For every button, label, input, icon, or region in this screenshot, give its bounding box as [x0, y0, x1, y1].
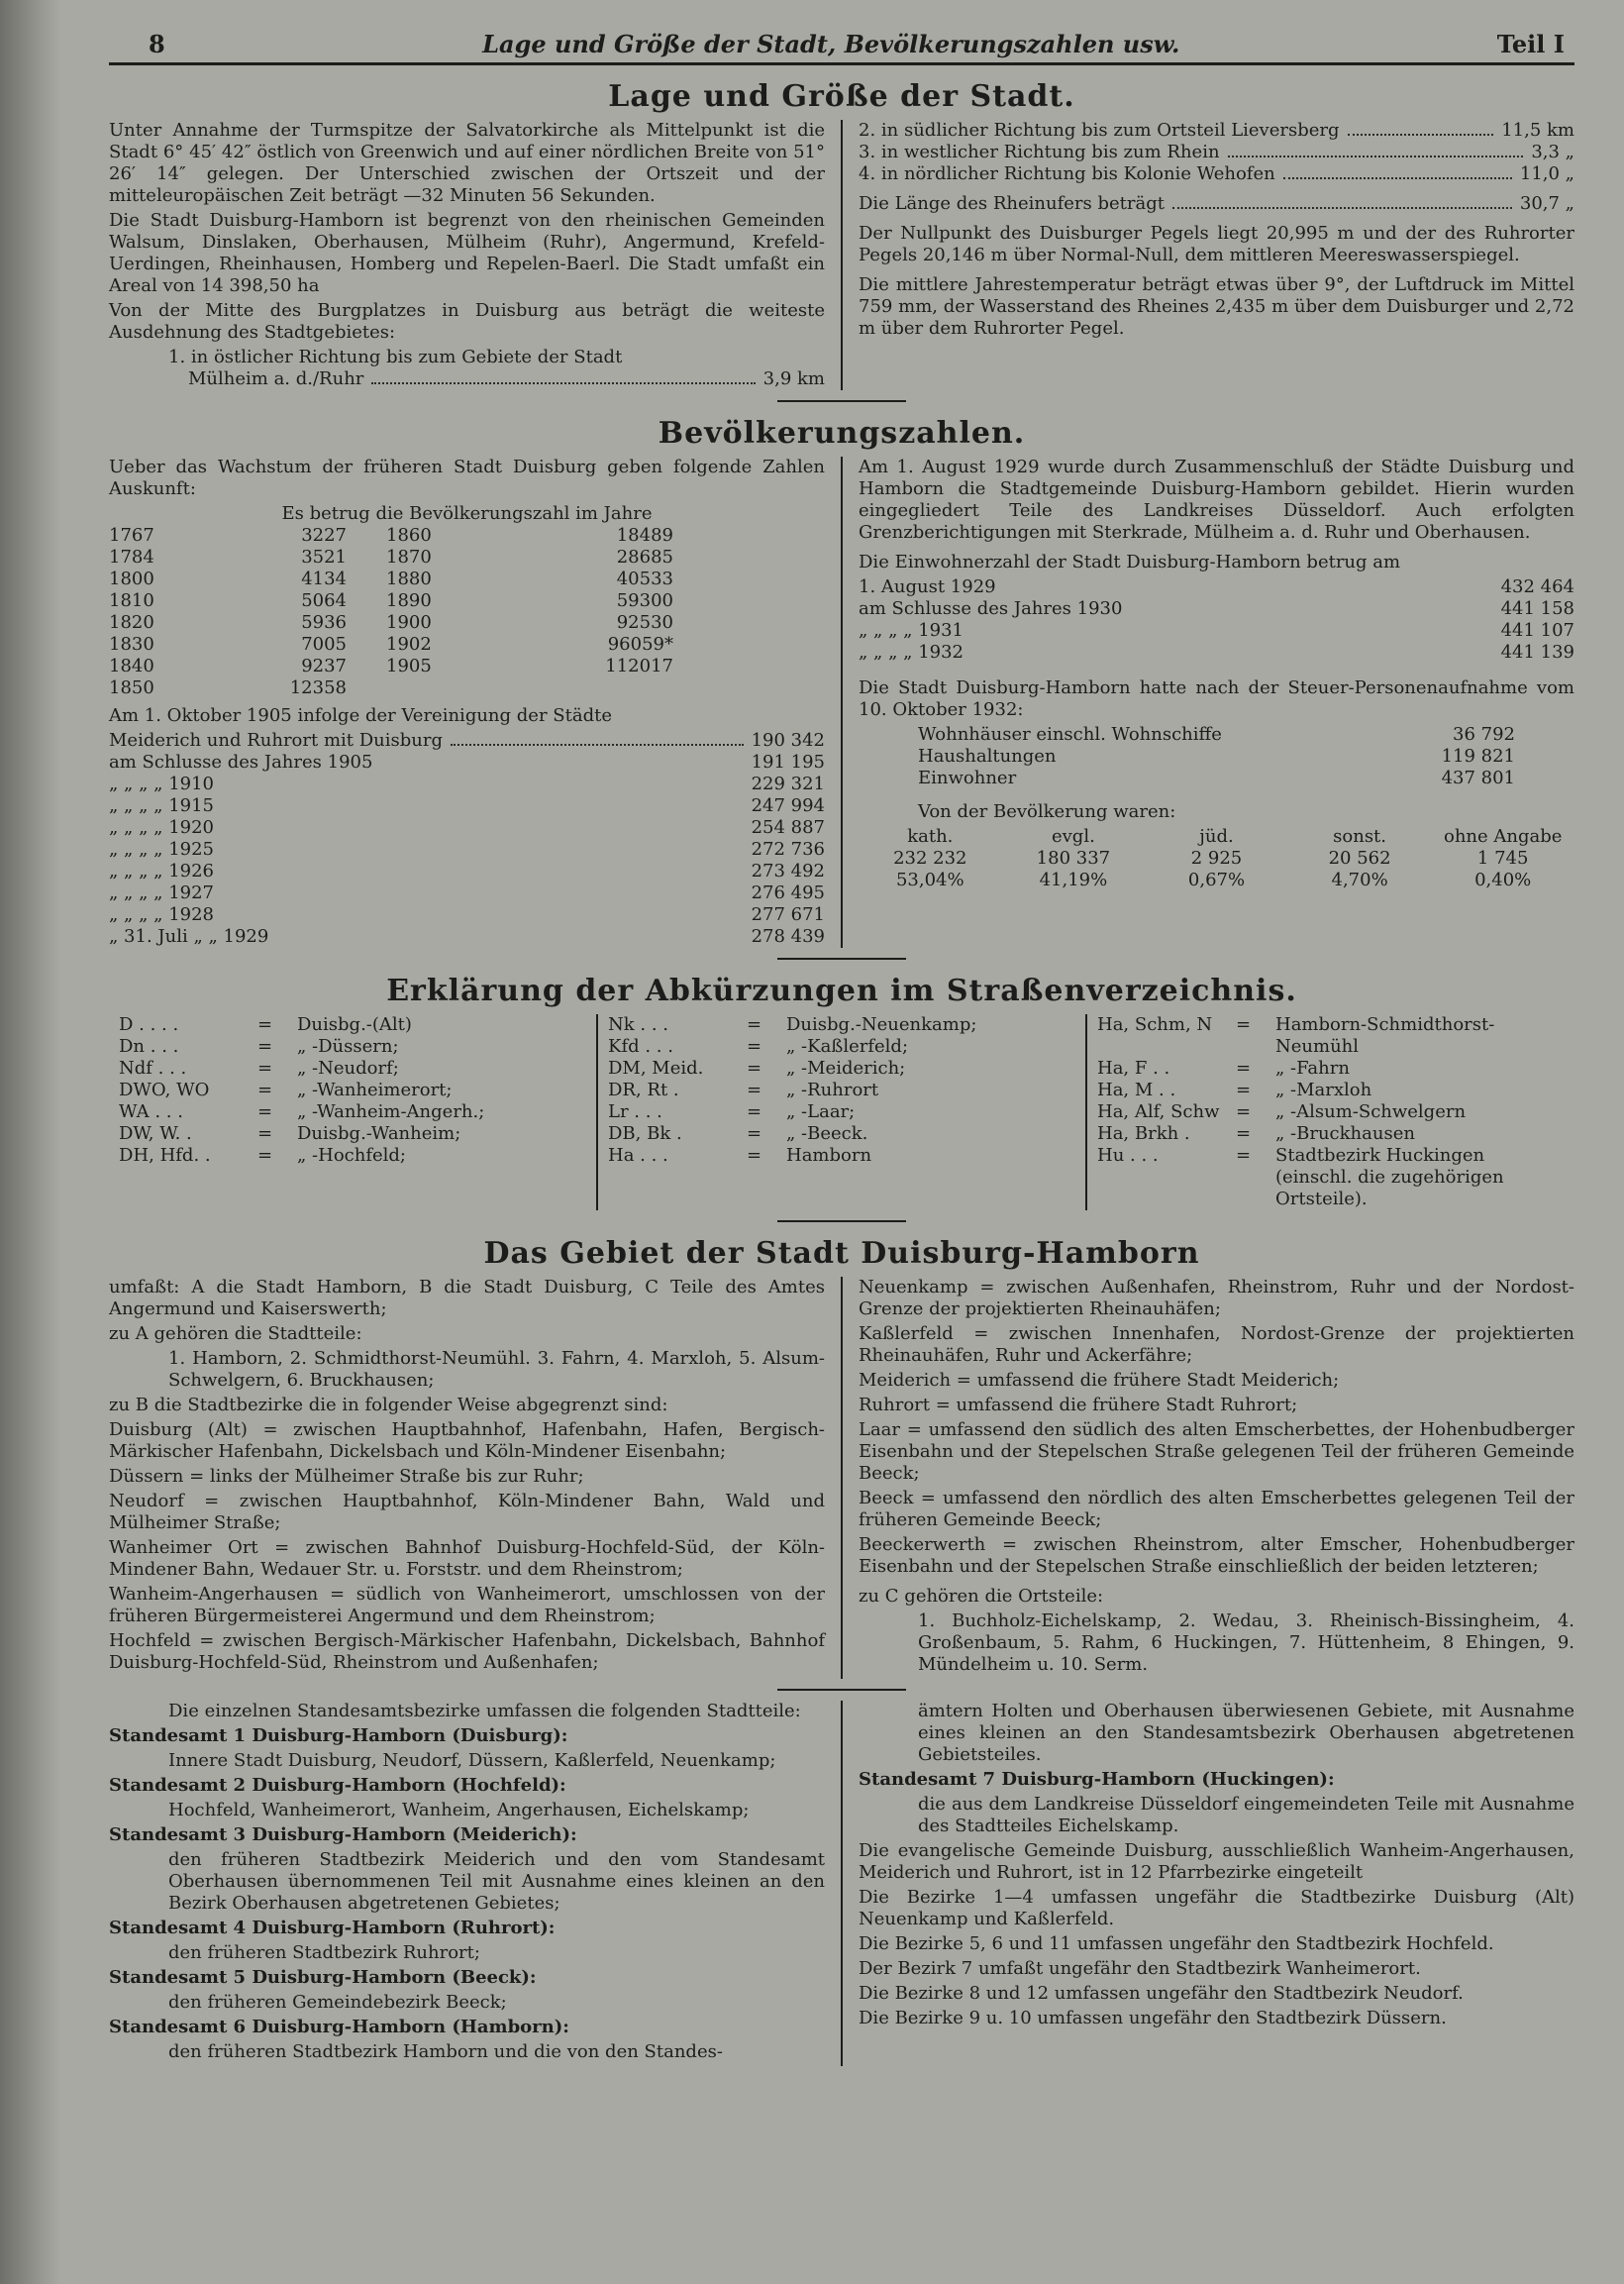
abbr-row	[119, 1080, 586, 1101]
gebiet-l3: 1. Hamborn, 2. Schmidthorst-Neumühl. 3. Fahrn, 4. Marxloh, 5. Alsum-Schwelgern, 6. Bruckhausen;	[168, 1348, 825, 1391]
abbr-meaning: „ -Fahrn	[1275, 1058, 1350, 1079]
population-table	[109, 525, 825, 699]
abbr-meaning: Duisbg.-Neuenkamp;	[786, 1014, 977, 1035]
row-value: 277 671	[751, 904, 825, 925]
abbr-key: Ha, Schm, N	[1097, 1014, 1213, 1035]
bev-1905-row	[109, 730, 825, 752]
gebiet-l7: Neudorf = zwischen Hauptbahnhof, Köln-Mindener Bahn, Wald und Mülheimer Straße;	[109, 1491, 825, 1533]
abbr-row	[608, 1101, 1075, 1123]
standes-5: Standesamt 5 Duisburg-Hamborn (Beeck):	[109, 1967, 537, 1988]
lage-d3: 3. in westlicher Richtung bis zum Rhein	[859, 142, 1220, 162]
abbr-row	[608, 1080, 1075, 1101]
population-cell	[515, 677, 713, 699]
year-cell: 1784	[109, 547, 154, 568]
row-value: 441 107	[1500, 620, 1574, 641]
gebiet-l4: zu B die Stadtbezirke die in folgender Weise abgegrenzt sind:	[109, 1395, 668, 1415]
standes-1-text: Innere Stadt Duisburg, Neudorf, Düssern, Kaßlerfeld, Neuenkamp;	[168, 1750, 776, 1771]
row-value: 441 158	[1500, 598, 1574, 619]
table-row	[109, 926, 825, 948]
year-cell: 1830	[109, 634, 154, 655]
gebiet-r6: Beeck = umfassend den nördlich des alten Emscherbettes gelegenen Teil der früheren Gemeinde Beeck;	[859, 1488, 1574, 1530]
lage-p3: Von der Mitte des Burgplatzes in Duisburg aus beträgt die weiteste Ausdehnung des Stadtgebietes:	[109, 300, 825, 343]
table-row	[918, 746, 1515, 768]
page-number: 8	[149, 30, 165, 58]
steuer-table	[859, 724, 1574, 789]
bev-1905a: Am 1. Oktober 1905 infolge der Vereinigung der Städte	[109, 705, 612, 726]
bev-1905v: 190 342	[751, 730, 825, 751]
table-row	[109, 839, 825, 861]
abbr-eq: =	[1236, 1123, 1252, 1144]
standes-6: Standesamt 6 Duisburg-Hamborn (Hamborn):	[109, 2017, 569, 2037]
abbr-meaning: „ -Marxloh	[1275, 1080, 1372, 1100]
abbr-eq: =	[257, 1123, 273, 1144]
standes-r2: Die evangelische Gemeinde Duisburg, ausschließlich Wanheim-Angerhausen, Meiderich und Ruhrort, ist in 12 Pfarrbezirke eingeteilt	[859, 1840, 1574, 1883]
abbr-meaning: „ -Hochfeld;	[297, 1145, 406, 1166]
standes-r7: Die Bezirke 9 u. 10 umfassen ungefähr den Stadtbezirk Düssern.	[859, 2008, 1447, 2028]
abbr-key: Kfd . . .	[608, 1036, 673, 1057]
lage-p4: Der Nullpunkt des Duisburger Pegels liegt 20,995 m und der des Ruhrorter Pegels 20,146 m über Normal-Null, dem mittleren Meereswasserspiegel.	[859, 223, 1574, 265]
abbr-row	[119, 1101, 586, 1123]
abbr-key: WA . . .	[119, 1101, 183, 1122]
divider	[777, 400, 906, 402]
standes-r5: Der Bezirk 7 umfaßt ungefähr den Stadtbezirk Wanheimerort.	[859, 1958, 1421, 1979]
standes-section	[109, 1701, 1574, 2066]
lage-p2: Die Stadt Duisburg-Hamborn ist begrenzt von den rheinischen Gemeinden Walsum, Dinslaken, Oberhausen, Mülheim (Ruhr), Angermund, Krefeld-Uerdingen, Rheinhausen, Homberg und Repelen-Baerl. Die Stadt umfaßt ein Areal von 14 398,50 ha	[109, 210, 825, 296]
year-cell	[386, 677, 515, 699]
abbr-eq: =	[257, 1101, 273, 1122]
standes-r6: Die Bezirke 8 und 12 umfassen ungefähr den Stadtbezirk Neudorf.	[859, 1983, 1464, 2004]
religion-percent	[859, 870, 1574, 891]
table-row	[918, 724, 1515, 746]
gebiet-l5: Duisburg (Alt) = zwischen Hauptbahnhof, Hafenbahn, Hafen, Bergisch-Märkischer Hafenbahn, Dickelsbach und Köln-Mindener Eisenbahn;	[109, 1419, 825, 1462]
row-label: 1. August 1929	[859, 576, 996, 597]
year-cell: 1890	[386, 590, 432, 611]
row-label: „ „ „ „ 1928	[109, 904, 214, 925]
gebiet-r7: Beeckerwerth = zwischen Rheinstrom, alter Emscher, Hohenbudberger Eisenbahn und der Stepelschen Straße einschließlich der beiden letzteren;	[859, 1534, 1574, 1577]
lage-d1v: 3,9 km	[762, 368, 825, 389]
religion-cell: evgl.	[1051, 826, 1095, 847]
abbr-eq: =	[1236, 1014, 1252, 1035]
gebiet-r3: Meiderich = umfassend die frühere Stadt Meiderich;	[859, 1370, 1340, 1391]
standes-6-text: den früheren Stadtbezirk Hamborn und die von den Standes-	[168, 2041, 723, 2062]
lage-heading: Lage und Größe der Stadt.	[608, 79, 1075, 114]
population-cell: 92530	[616, 612, 673, 633]
abbr-row	[608, 1014, 1075, 1036]
standes-3: Standesamt 3 Duisburg-Hamborn (Meiderich):	[109, 1824, 577, 1845]
row-value: 36 792	[1453, 724, 1515, 745]
abbr-eq: =	[257, 1058, 273, 1079]
abbr-eq: =	[1236, 1080, 1252, 1100]
population-cell: 18489	[616, 525, 673, 546]
table-row	[109, 774, 825, 795]
abbr-row	[119, 1036, 586, 1058]
bev-1905b: Meiderich und Ruhrort mit Duisburg	[109, 730, 443, 751]
abbr-row	[119, 1145, 586, 1167]
gebiet-l10: Hochfeld = zwischen Bergisch-Märkischer Hafenbahn, Dickelsbach, Bahnhof Duisburg-Hochfeld-Süd, Rheinstrom und Außenhafen;	[109, 1630, 825, 1673]
lage-row-d1	[109, 368, 825, 390]
religion-head	[859, 826, 1574, 848]
row-value: 276 495	[751, 882, 825, 903]
abbr-eq: =	[747, 1101, 762, 1122]
standes-r4: Die Bezirke 5, 6 und 11 umfassen ungefähr den Stadtbezirk Hochfeld.	[859, 1933, 1494, 1954]
abbr-eq: =	[1236, 1145, 1252, 1166]
year-cell: 1900	[386, 612, 432, 633]
row-label: „ „ „ „ 1932	[859, 642, 964, 663]
religion-cell: 53,04%	[895, 870, 964, 890]
year-cell: 1820	[109, 612, 154, 633]
running-header	[109, 30, 1574, 65]
abbr-col-2	[596, 1014, 1085, 1210]
abbr-row	[608, 1145, 1075, 1167]
gebiet-l9: Wanheim-Angerhausen = südlich von Wanheimerort, umschlossen von der früheren Bürgermeisterei Angermund und dem Rheinstrom;	[109, 1584, 825, 1626]
table-row	[109, 752, 825, 774]
year-cell: 1902	[386, 634, 432, 655]
standes-7-text: die aus dem Landkreise Düsseldorf eingemeindeten Teile mit Ausnahme des Stadtteiles Eichelskamp.	[918, 1794, 1574, 1836]
row-label: am Schlusse des Jahres 1930	[859, 598, 1123, 619]
gebiet-l8: Wanheimer Ort = zwischen Bahnhof Duisburg-Hochfeld-Süd, der Köln-Mindener Bahn, Wedauer Str. u. Forststr. und dem Rheinstrom;	[109, 1537, 825, 1580]
row-label: Haushaltungen	[918, 746, 1057, 767]
table-row	[109, 882, 825, 904]
lage-section	[109, 120, 1574, 390]
abbr-row	[1097, 1123, 1565, 1145]
religion-cell: 4,70%	[1331, 870, 1388, 890]
abbr-meaning: „ -Wanheim-Angerh.;	[297, 1101, 485, 1122]
row-label: „ „ „ „ 1925	[109, 839, 214, 860]
row-value: 119 821	[1441, 746, 1515, 767]
table-row	[109, 817, 825, 839]
abbr-key: Ha, F . .	[1097, 1058, 1170, 1079]
lage-p5: Die mittlere Jahrestemperatur beträgt etwas über 9°, der Luftdruck im Mittel 759 mm, der Wasserstand des Rheines 2,435 m über dem Duisburger und 2,72 m über dem Ruhrorter Pegel.	[859, 274, 1574, 339]
lage-d2v: 11,5 km	[1501, 120, 1574, 141]
row-label: „ „ „ „ 1920	[109, 817, 214, 838]
gebiet-r8: zu C gehören die Ortsteile:	[859, 1586, 1104, 1607]
lage-row-d4	[859, 163, 1574, 185]
table-row	[918, 768, 1515, 789]
abbr-eq: =	[1236, 1101, 1252, 1122]
lage-d4: 4. in nördlicher Richtung bis Kolonie Wehofen	[859, 163, 1275, 184]
religion-cell: 41,19%	[1039, 870, 1108, 890]
row-value: 229 321	[751, 774, 825, 794]
row-label: am Schlusse des Jahres 1905	[109, 752, 373, 773]
abk-heading: Erklärung der Abkürzungen im Straßenverzeichnis.	[386, 974, 1297, 1008]
divider	[777, 1220, 906, 1222]
year-cell: 1840	[109, 656, 154, 676]
lage-row-d3	[859, 142, 1574, 163]
row-label: Einwohner	[918, 768, 1017, 788]
abbr-eq: =	[747, 1036, 762, 1057]
population-cell: 12358	[289, 677, 347, 698]
lage-p1: Unter Annahme der Turmspitze der Salvatorkirche als Mittelpunkt ist die Stadt 6° 45′ 42″ östlich von Greenwich und auf einer nördlichen Breite von 51° 26′ 14″ gelegen. Der Unterschied zwischen der Ortszeit und der mitteleuropäischen Zeit beträgt —32 Minuten 56 Sekunden.	[109, 120, 825, 206]
gebiet-l1: umfaßt: A die Stadt Hamborn, B die Stadt Duisburg, C Teile des Amtes Angermund und Kaiserswerth;	[109, 1277, 825, 1319]
abbr-eq: =	[257, 1036, 273, 1057]
bev-table-head: Es betrug die Bevölkerungszahl im Jahre	[281, 503, 653, 524]
bev-section	[109, 457, 1574, 948]
row-value: 441 139	[1500, 642, 1574, 663]
population-cell: 9237	[301, 656, 347, 676]
table-row	[859, 620, 1574, 642]
religion-cell: 1 745	[1476, 848, 1529, 869]
year-cell: 1905	[386, 656, 432, 676]
abbr-key: D . . . .	[119, 1014, 179, 1035]
year-cell: 1767	[109, 525, 154, 546]
population-cell: 3521	[301, 547, 347, 568]
abbr-key: Ha . . .	[608, 1145, 668, 1166]
population-cell: 4134	[301, 569, 347, 589]
abbr-meaning: Duisbg.-(Alt)	[297, 1014, 412, 1035]
religion-cell: 20 562	[1328, 848, 1391, 869]
abbr-row	[1097, 1145, 1565, 1210]
standes-intro: Die einzelnen Standesamtsbezirke umfassen die folgenden Stadtteile:	[168, 1701, 801, 1721]
standes-7: Standesamt 7 Duisburg-Hamborn (Huckingen):	[859, 1769, 1335, 1790]
row-value: 273 492	[751, 861, 825, 882]
abbr-eq: =	[1236, 1058, 1252, 1079]
book-spine-shadow	[0, 0, 61, 2284]
abbr-col-3	[1085, 1014, 1574, 1210]
abbr-meaning: Duisbg.-Wanheim;	[297, 1123, 461, 1144]
row-value: 278 439	[751, 926, 825, 947]
bev-intro: Ueber das Wachstum der früheren Stadt Duisburg geben folgende Zahlen Auskunft:	[109, 457, 825, 499]
gebiet-r2: Kaßlerfeld = zwischen Innenhafen, Nordost-Grenze der projektierten Rheinauhäfen, Ruhr und Ackerfähre;	[859, 1323, 1574, 1366]
bev-heading: Bevölkerungszahlen.	[658, 416, 1026, 451]
abbr-meaning: „ -Alsum-Schwelgern	[1275, 1101, 1467, 1122]
lage-d3v: 3,3 „	[1531, 142, 1574, 162]
bev-r-p1: Am 1. August 1929 wurde durch Zusammenschluß der Städte Duisburg und Hamborn die Stadtgemeinde Duisburg-Hamborn gebildet. Hierin wurden eingegliedert Teile des Landkreises Düsseldorf. Auch erfolgten Grenzberichtigungen mit Sterkrade, Mülheim a. d. Ruhr und Oberhausen.	[859, 457, 1574, 543]
religion-cell: ohne Angabe	[1443, 826, 1563, 847]
table-row	[109, 795, 825, 817]
gebiet-r1: Neuenkamp = zwischen Außenhafen, Rheinstrom, Ruhr und der Nordost-Grenze der projektierten Rheinauhäfen;	[859, 1277, 1574, 1319]
row-label: „ „ „ „ 1926	[109, 861, 214, 882]
table-row	[859, 642, 1574, 664]
abbr-key: DH, Hfd. .	[119, 1145, 211, 1166]
divider	[777, 1689, 906, 1691]
abbr-meaning: „ -Kaßlerfeld;	[786, 1036, 909, 1057]
abbr-meaning: Stadtbezirk Huckingen (einschl. die zugehörigen Ortsteile).	[1275, 1145, 1504, 1209]
abbr-eq: =	[747, 1145, 762, 1166]
row-value: 272 736	[751, 839, 825, 860]
row-value: 191 195	[751, 752, 825, 773]
abbr-meaning: „ -Meiderich;	[786, 1058, 906, 1079]
abbr-meaning: „ -Neudorf;	[297, 1058, 399, 1079]
abbr-meaning: „ -Bruckhausen	[1275, 1123, 1415, 1144]
gebiet-l2: zu A gehören die Stadtteile:	[109, 1323, 362, 1344]
abbr-eq: =	[747, 1058, 762, 1079]
religion-cell: kath.	[907, 826, 954, 847]
abbr-meaning: Hamborn-Schmidthorst-Neumühl	[1275, 1014, 1495, 1057]
religion-numbers	[859, 848, 1574, 870]
abbr-key: Ha, Brkh .	[1097, 1123, 1190, 1144]
abbr-meaning: „ -Düssern;	[297, 1036, 399, 1057]
bev-r-p4: Von der Bevölkerung waren:	[918, 801, 1176, 822]
table-row	[109, 861, 825, 882]
abbr-row	[119, 1058, 586, 1080]
row-value: 432 464	[1500, 576, 1574, 597]
gebiet-l6: Düssern = links der Mülheimer Straße bis zur Ruhr;	[109, 1466, 584, 1487]
lage-d5v: 30,7 „	[1519, 193, 1574, 214]
abbr-key: Nk . . .	[608, 1014, 668, 1035]
lage-d5: Die Länge des Rheinufers beträgt	[859, 193, 1165, 214]
table-row	[859, 598, 1574, 620]
abbr-key: Ha, Alf, Schw	[1097, 1101, 1220, 1122]
abbr-key: DM, Meid.	[608, 1058, 704, 1079]
religion-cell: 0,67%	[1187, 870, 1246, 890]
abbr-row	[1097, 1101, 1565, 1123]
standes-5-text: den früheren Gemeindebezirk Beeck;	[168, 1992, 507, 2013]
lage-d1a: 1. in östlicher Richtung bis zum Gebiete der Stadt	[168, 347, 623, 367]
abbr-row	[608, 1036, 1075, 1058]
population-cell: 96059*	[607, 634, 673, 655]
abbr-row	[1097, 1014, 1565, 1058]
abbr-eq: =	[747, 1014, 762, 1035]
population-cell: 5936	[301, 612, 347, 633]
abbr-eq: =	[747, 1080, 762, 1100]
row-value: 254 887	[751, 817, 825, 838]
later-table	[109, 752, 825, 948]
table-row	[109, 904, 825, 926]
abbr-key: Dn . . .	[119, 1036, 179, 1057]
religion-cell: 0,40%	[1474, 870, 1532, 890]
population-cell: 112017	[605, 656, 673, 676]
bev-r-p3: Die Stadt Duisburg-Hamborn hatte nach der Steuer-Personenaufnahme vom 10. Oktober 1932:	[859, 677, 1574, 720]
year-cell: 1800	[109, 569, 154, 589]
abbr-row	[608, 1123, 1075, 1145]
lage-d1b: Mülheim a. d./Ruhr	[188, 368, 364, 389]
abbr-meaning: Hamborn	[786, 1145, 872, 1166]
standes-4-text: den früheren Stadtbezirk Ruhrort;	[168, 1942, 480, 1963]
row-label: „ „ „ „ 1927	[109, 882, 214, 903]
year-cell: 1850	[109, 677, 154, 698]
population-cell: 28685	[616, 547, 673, 568]
abbreviations	[109, 1014, 1574, 1210]
row-label: „ „ „ „ 1910	[109, 774, 214, 794]
lage-row-d2	[859, 120, 1574, 142]
standes-2: Standesamt 2 Duisburg-Hamborn (Hochfeld):	[109, 1775, 566, 1796]
abbr-key: Hu . . .	[1097, 1145, 1159, 1166]
abbr-key: DB, Bk .	[608, 1123, 682, 1144]
standes-r3: Die Bezirke 1—4 umfassen ungefähr die Stadtbezirke Duisburg (Alt) Neuenkamp und Kaßlerfeld.	[859, 1887, 1574, 1929]
year-cell: 1860	[386, 525, 432, 546]
abbr-row	[1097, 1058, 1565, 1080]
gebiet-r5: Laar = umfassend den südlich des alten Emscherbettes, der Hohenbudberger Eisenbahn und der Stepelschen Straße gelegenen Teil der früheren Gemeinde Beeck;	[859, 1419, 1574, 1484]
year-cell: 1810	[109, 590, 154, 611]
abbr-row	[119, 1123, 586, 1145]
einwohner-table	[859, 576, 1574, 664]
standes-r1: ämtern Holten und Oberhausen überwiesenen Gebiete, mit Ausnahme eines kleinen an den Standesamtsbezirk Oberhausen abgetretenen Gebietsteiles.	[918, 1701, 1574, 1765]
abbr-eq: =	[257, 1080, 273, 1100]
gebiet-r4: Ruhrort = umfassend die frühere Stadt Ruhrort;	[859, 1395, 1298, 1415]
row-value: 247 994	[751, 795, 825, 816]
abbr-row	[608, 1058, 1075, 1080]
abbr-col-1	[109, 1014, 596, 1210]
abbr-meaning: „ -Wanheimerort;	[297, 1080, 453, 1100]
row-label: „ „ „ „ 1915	[109, 795, 214, 816]
abbr-row	[119, 1014, 586, 1036]
abbr-key: Ha, M . .	[1097, 1080, 1176, 1100]
table-row	[859, 576, 1574, 598]
gebiet-heading: Das Gebiet der Stadt Duisburg-Hamborn	[483, 1236, 1200, 1271]
gebiet-section	[109, 1277, 1574, 1679]
religion-cell: 232 232	[893, 848, 967, 869]
abbr-key: DR, Rt .	[608, 1080, 679, 1100]
row-value: 437 801	[1441, 768, 1515, 788]
population-cell: 40533	[616, 569, 673, 589]
row-label: Wohnhäuser einschl. Wohnschiffe	[918, 724, 1222, 745]
lage-d4v: 11,0 „	[1519, 163, 1574, 184]
abbr-meaning: „ -Laar;	[786, 1101, 856, 1122]
abbr-key: Lr . . .	[608, 1101, 662, 1122]
lage-row-d5	[859, 193, 1574, 215]
standes-4: Standesamt 4 Duisburg-Hamborn (Ruhrort):	[109, 1918, 556, 1938]
religion-cell: 2 925	[1190, 848, 1243, 869]
abbr-key: DWO, WO	[119, 1080, 210, 1100]
abbr-meaning: „ -Beeck.	[786, 1123, 868, 1144]
bev-r-p2: Die Einwohnerzahl der Stadt Duisburg-Hamborn betrug am	[859, 552, 1401, 572]
gebiet-r9: 1. Buchholz-Eichelskamp, 2. Wedau, 3. Rheinisch-Bissingheim, 4. Großenbaum, 5. Rahm, 6 Huckingen, 7. Hüttenheim, 8 Ehingen, 9. Mündelheim u. 10. Serm.	[918, 1610, 1574, 1675]
standes-1: Standesamt 1 Duisburg-Hamborn (Duisburg):	[109, 1725, 568, 1746]
abbr-meaning: „ -Ruhrort	[786, 1080, 879, 1100]
content	[109, 30, 1574, 2066]
year-cell: 1880	[386, 569, 432, 589]
row-label: „ „ „ „ 1931	[859, 620, 964, 641]
abbr-row	[1097, 1080, 1565, 1101]
lage-d2: 2. in südlicher Richtung bis zum Ortsteil Lieversberg	[859, 120, 1340, 141]
religion-cell: jüd.	[1199, 826, 1234, 847]
header-title: Lage und Größe der Stadt, Bevölkerungszahlen usw.	[482, 30, 1180, 58]
religion-cell: 180 337	[1036, 848, 1111, 869]
abbr-eq: =	[257, 1145, 273, 1166]
row-label: „ 31. Juli „ „ 1929	[109, 926, 269, 947]
population-cell: 5064	[301, 590, 347, 611]
abbr-eq: =	[747, 1123, 762, 1144]
population-cell: 7005	[301, 634, 347, 655]
standes-3-text: den früheren Stadtbezirk Meiderich und den vom Standesamt Oberhausen übernommenen Teil mit Ausnahme eines kleinen an den Bezirk Oberhausen abgetretenen Gebietes;	[168, 1849, 825, 1914]
abbr-key: Ndf . . .	[119, 1058, 187, 1079]
abbr-key: DW, W. .	[119, 1123, 192, 1144]
population-cell: 3227	[301, 525, 347, 546]
divider	[777, 958, 906, 960]
standes-2-text: Hochfeld, Wanheimerort, Wanheim, Angerhausen, Eichelskamp;	[168, 1800, 750, 1820]
year-cell: 1870	[386, 547, 432, 568]
population-cell: 59300	[616, 590, 673, 611]
header-part: Teil I	[1496, 30, 1565, 58]
abbr-eq: =	[257, 1014, 273, 1035]
religion-cell: sonst.	[1333, 826, 1387, 847]
